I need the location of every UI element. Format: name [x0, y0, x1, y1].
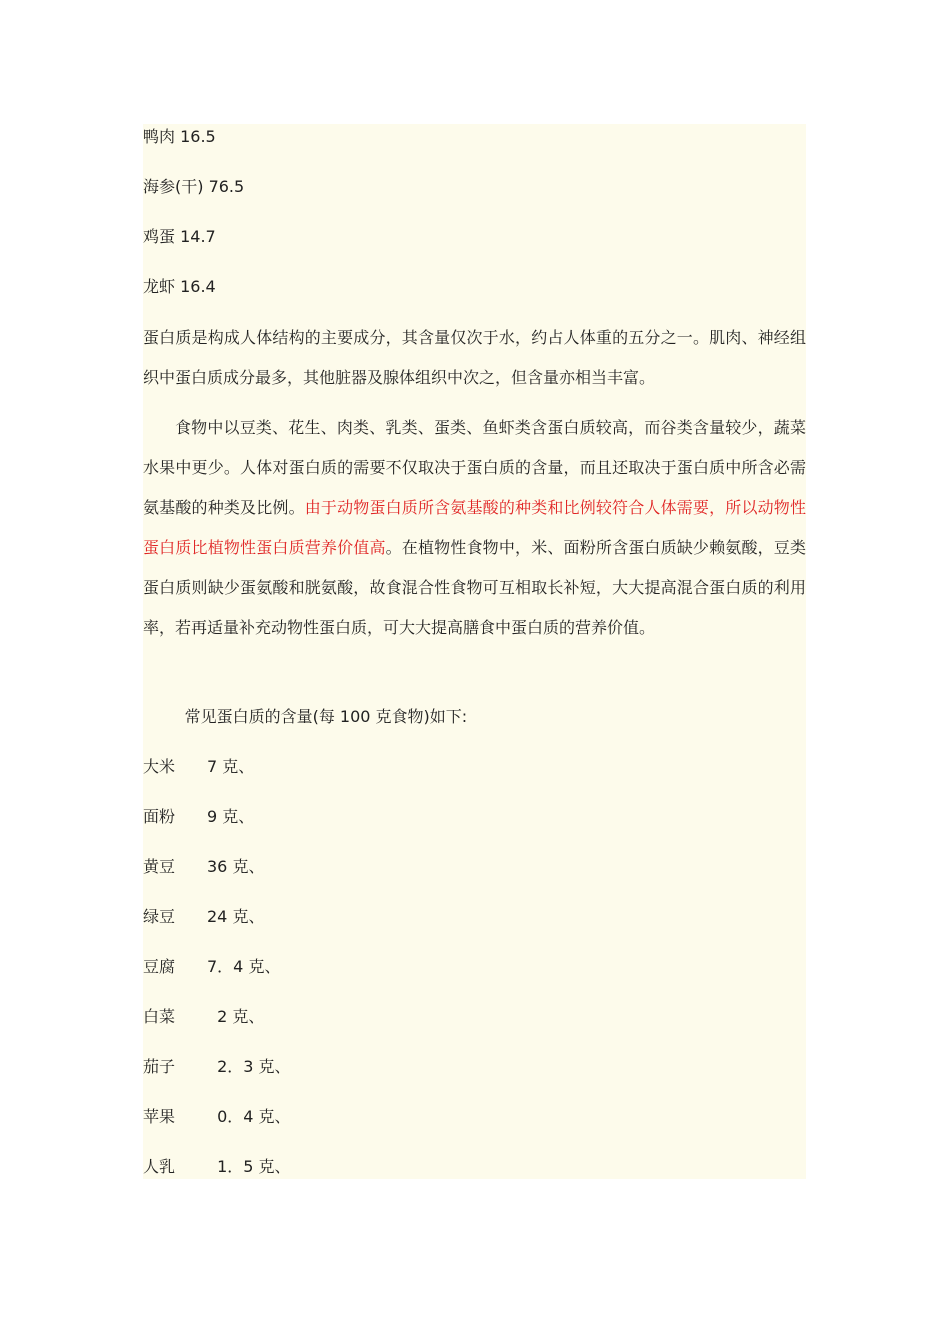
- food-amount: 24 克、: [207, 907, 265, 926]
- food-name: 茄子: [143, 1057, 176, 1076]
- food-name: 面粉: [143, 807, 176, 826]
- intro-item-lobster: 龙虾 16.4: [143, 277, 216, 296]
- list-heading: 常见蛋白质的含量(每 100 克食物)如下:: [184, 707, 468, 726]
- paragraph-text-before: 食物中以豆类、花生、肉类、乳类、蛋类、鱼虾类含蛋白质较高，而谷类含量较少，蔬菜水果中更少。人体对蛋白质的需要不仅取决于蛋白质的含量，而且还取决于蛋白质中所含必需氨基酸的种类及比例。: [143, 418, 806, 517]
- food-amount: 0．4 克、: [212, 1107, 291, 1126]
- intro-item-sea-cucumber: 海参(干) 76.5: [143, 177, 245, 196]
- food-row: [143, 1107, 291, 1127]
- food-name: 豆腐: [143, 957, 176, 976]
- food-amount: 9 克、: [207, 807, 255, 826]
- food-name: 白菜: [143, 1007, 176, 1026]
- food-row: [143, 807, 254, 827]
- food-row: [143, 857, 264, 877]
- food-row: [143, 957, 280, 977]
- paragraph-protein-intro: 蛋白质是构成人体结构的主要成分，其含量仅次于水，约占人体重的五分之一。肌肉、神经组织中蛋白质成分最多，其他脏器及腺体组织中次之，但含量亦相当丰富。: [143, 328, 806, 387]
- highlighted-text: 由于动物蛋白质所含氨基酸的种类和比例较符合人体需要，所以动物性蛋白质比植物性蛋白质营养价值高: [143, 498, 806, 557]
- food-name: 人乳: [143, 1157, 176, 1176]
- food-amount: 2．3 克、: [212, 1057, 291, 1076]
- food-amount: 7 克、: [207, 757, 255, 776]
- food-amount: 2 克、: [212, 1007, 265, 1026]
- intro-item-duck: 鸭肉 16.5: [143, 127, 216, 146]
- intro-item-egg: 鸡蛋 14.7: [143, 227, 216, 246]
- food-row: [143, 907, 264, 927]
- paragraph-text-after: 。在植物性食物中，米、面粉所含蛋白质缺少赖氨酸，豆类蛋白质则缺少蛋氨酸和胱氨酸，故食混合性食物可互相取长补短，大大提高混合蛋白质的利用率，若再适量补充动物性蛋白质，可大大提高膳食中蛋白质的营养价值。: [143, 538, 806, 637]
- food-name: 黄豆: [143, 857, 176, 876]
- food-amount: 1．5 克、: [212, 1157, 291, 1176]
- food-row: [143, 1157, 291, 1177]
- food-name: 大米: [143, 757, 176, 776]
- food-amount: 36 克、: [207, 857, 265, 876]
- food-row: [143, 1057, 291, 1077]
- food-amount: 7．4 克、: [207, 957, 281, 976]
- food-name: 苹果: [143, 1107, 176, 1126]
- food-name: 绿豆: [143, 907, 176, 926]
- paragraph-protein-sources: [143, 408, 806, 648]
- food-row: [143, 757, 254, 777]
- food-row: [143, 1007, 264, 1027]
